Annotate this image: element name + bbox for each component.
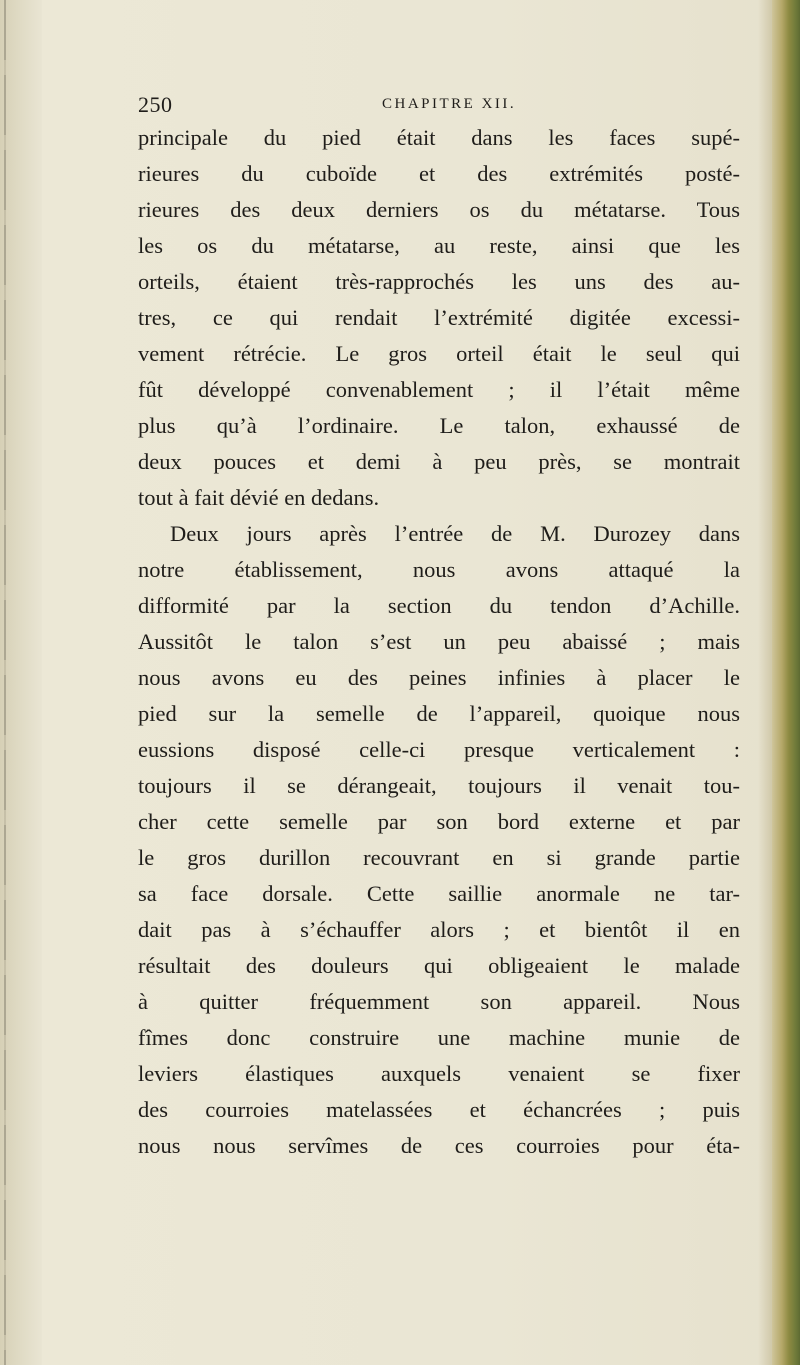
text-line: Deux jours après l’entrée de M. Durozey dans <box>170 521 740 546</box>
body-text <box>138 120 740 1164</box>
page-binding-edge <box>0 0 42 1365</box>
text-line: principale du pied était dans les faces supé- <box>138 125 740 150</box>
page-number: 250 <box>138 92 173 117</box>
text-line: fût développé convenablement ; il l’était même <box>138 377 740 402</box>
text-line: eussions disposé celle-ci presque verticalement : <box>138 737 740 762</box>
text-line: leviers élastiques auxquels venaient se fixer <box>138 1061 740 1086</box>
text-line: à quitter fréquemment son appareil. Nous <box>138 989 740 1014</box>
text-line: plus qu’à l’ordinaire. Le talon, exhaussé de <box>138 413 740 438</box>
text-line: toujours il se dérangeait, toujours il venait tou- <box>138 773 740 798</box>
text-line: tout à fait dévié en dedans. <box>138 485 380 510</box>
text-line: résultait des douleurs qui obligeaient le malade <box>138 953 740 978</box>
page-edge-shadow <box>758 0 772 1365</box>
text-line: dait pas à s’échauffer alors ; et bientôt il en <box>138 917 740 942</box>
text-line: notre établissement, nous avons attaqué la <box>138 557 740 582</box>
text-line: tres, ce qui rendait l’extrémité digitée excessi- <box>138 305 740 330</box>
text-line: Aussitôt le talon s’est un peu abaissé ; mais <box>138 629 740 654</box>
page-header <box>138 92 698 118</box>
text-line: rieures des deux derniers os du métatarse. Tous <box>138 197 740 222</box>
text-line: orteils, étaient très-rapprochés les uns des au- <box>138 269 740 294</box>
text-line: des courroies matelassées et échancrées ; puis <box>138 1097 740 1122</box>
text-line: nous avons eu des peines infinies à placer le <box>138 665 740 690</box>
text-line: rieures du cuboïde et des extrémités posté- <box>138 161 740 186</box>
text-line: nous nous servîmes de ces courroies pour éta- <box>138 1133 740 1158</box>
text-line: le gros durillon recouvrant en si grande partie <box>138 845 740 870</box>
running-head: CHAPITRE XII. <box>382 96 517 112</box>
text-line: difformité par la section du tendon d’Achille. <box>138 593 740 618</box>
text-line: vement rétrécie. Le gros orteil était le seul qui <box>138 341 740 366</box>
text-line: pied sur la semelle de l’appareil, quoique nous <box>138 701 740 726</box>
text-line: fîmes donc construire une machine munie de <box>138 1025 740 1050</box>
page-fore-edge <box>772 0 800 1365</box>
text-line: les os du métatarse, au reste, ainsi que les <box>138 233 740 258</box>
text-line: cher cette semelle par son bord externe et par <box>138 809 740 834</box>
text-line: deux pouces et demi à peu près, se montrait <box>138 449 740 474</box>
text-line: sa face dorsale. Cette saillie anormale ne tar- <box>138 881 740 906</box>
